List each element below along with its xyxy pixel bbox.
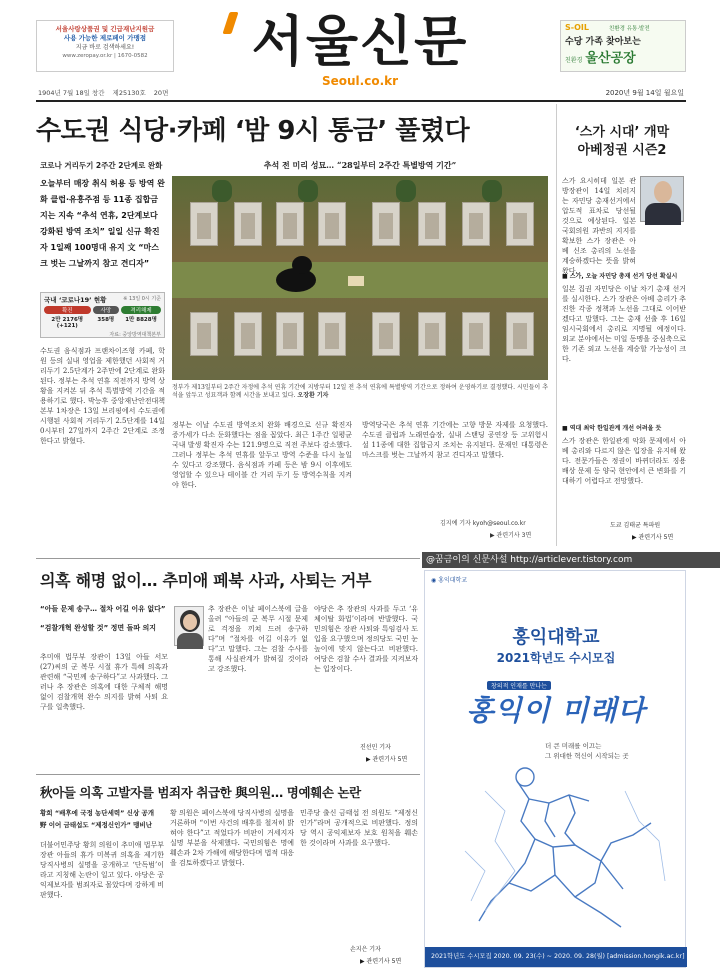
article2-body-2: 추 장관은 이날 페이스북에 글을 올려 “아들의 군 복무 시절 문제로 걱정을 끼쳐 드려 송구하다”며 “절차를 어길 이유가 없다”고 말했다. 그는 검찰 수사를 통해 사실관계가 밝혀질 것이라고 강조했다. bbox=[208, 605, 308, 673]
article2-credits: 진선민 기자 bbox=[360, 744, 391, 751]
covid-stats-title: 국내 ‘코로나19’ 현황 bbox=[44, 296, 107, 304]
offering-mat bbox=[348, 276, 364, 286]
side-headline-line2: 아베정권 시즌2 bbox=[577, 143, 667, 158]
founded-date: 1904년 7월 18일 창간 bbox=[38, 89, 105, 97]
side-body-mid: 일본 집권 자민당은 이날 차기 총재 선거를 실시한다. 스가 장관은 아베 총리가 추진한 각종 정책과 노선을 그대로 이어받겠다고 말했다. 그는 총재 선출 후 16일 임시국회에서 총리로 지명될 예정이다. 외교 분야에서는 미일 동맹을 중심축으로 한 기존 외교 노선을 계승할 가능성이 크다. bbox=[562, 285, 686, 363]
masthead-logo[interactable] bbox=[222, 10, 498, 92]
edition-pages: 20면 bbox=[153, 89, 169, 97]
grave bbox=[372, 312, 400, 356]
right-ad-row bbox=[565, 47, 681, 66]
article3-body-1: 더불어민주당 황희 의원이 추미애 법무부 장관 아들의 휴가 미복귀 의혹을 제기한 당직사병의 실명을 공개하고 ‘단독범’이라고 지칭해 논란이 일고 있다. 야당은 공익제보자를 범죄자로 몰았다며 강하게 비판했다. bbox=[40, 841, 164, 899]
side-bullet-2: ■ 역대 최악 한일관계 개선 어려울 듯 bbox=[562, 425, 662, 432]
stat-cell bbox=[93, 306, 120, 329]
hongik-ad-subtitle: 2021학년도 수시모집 bbox=[496, 651, 616, 665]
hongik-ad[interactable] bbox=[424, 570, 686, 968]
masthead-rule bbox=[36, 100, 686, 102]
side-related-link: 관련기사 5면 bbox=[638, 534, 674, 541]
portrait-suit bbox=[645, 203, 681, 225]
left-ad-line: 사용 가능한 제로페이 가맹점 bbox=[63, 34, 147, 42]
grave bbox=[276, 202, 304, 246]
stat-label: 격리해제 bbox=[121, 306, 161, 314]
side-headline[interactable] bbox=[562, 124, 682, 160]
grave bbox=[506, 312, 534, 356]
grave bbox=[372, 202, 400, 246]
left-ad-footer: www.zeropay.or.kr | 1670-0582 bbox=[62, 53, 148, 59]
lead-related[interactable]: ▶ 관련기사 3면 bbox=[490, 532, 532, 539]
lead-body-mid: 정부는 이날 수도권 방역조치 완화 배경으로 신규 확진자 증가세가 다소 둔화했다는 점을 꼽았다. 최근 1주간 일평균 국내 발생 확진자 수는 121.9명으로 직전 주보다 감소했다. 그러나 정부는 추석 연휴를 앞두고 방역 수준을 다시 높일 수 있다고 강조했다. 음식점과 카페 등은 밤 9시 이후에도 영업할 수 있으나 테이블 간 거리 두기 등 방역수칙을 지켜야 한다. bbox=[172, 421, 352, 489]
photo-caption-text: 정부가 제13일부터 2주간 자정에 추석 연휴 기간에 지방부터 12일 전 추석 연휴에 특별방역 기간으로 정하여 운영하기로 결정했다. 시민들이 추석을 앞두고 성묘객과 함께 시간을 보내고 있다. bbox=[172, 384, 548, 399]
side-body-top: 스가 요시히데 일본 관방장관이 14일 치러지는 자민당 총재선거에서 압도적 표차로 당선될 것으로 예상된다. 일본 국회의원 과반의 지지를 확보한 스가 장관은 아베 신조 총리의 노선을 계승하겠다는 뜻을 밝혀왔다. bbox=[562, 177, 636, 275]
lead-photo-caption-title: 추석 전 미리 성묘… “28일부터 2주간 특별방역 기간” bbox=[263, 160, 457, 170]
shrub bbox=[212, 180, 232, 202]
stat-value: 358명 bbox=[97, 317, 115, 323]
stat-cell bbox=[121, 306, 161, 329]
hongik-ad-tagline-small: 창의적 인재를 만나는 bbox=[487, 681, 551, 690]
runner-illustration bbox=[425, 751, 687, 951]
mourners-group bbox=[292, 256, 312, 274]
article3-body-3: 민주당 출신 금태섭 전 의원도 “제정신인가”라며 공개적으로 비판했다. 정의당 역시 공익제보자 보호 원칙을 훼손한 것이라며 사과를 요구했다. bbox=[300, 809, 418, 847]
covid-stats-note: ※ 13일 0시 기준 bbox=[123, 296, 161, 302]
side-bullet-1: ■ 스가, 오늘 자민당 총재 선거 당선 확실시 bbox=[562, 273, 678, 280]
article3-related[interactable]: ▶ 관련기사 5면 bbox=[360, 958, 402, 965]
lead-body-left: 수도권 음식점과 프랜차이즈형 카페, 학원 등의 실내 영업을 제한했던 사회적 거리두기 2.5단계가 2주만에 2단계로 완화된다. 정부는 추석 연휴 직전까지 방역 상황을 지켜본 뒤 추석 특별방역 기간을 적용하기로 했다. 박능후 중앙재난안전대책본부 1차장은 13일 브리핑에서 수도권에 시행된 사회적 거리두기 2.5단계를 14일 0시부터 27일까지 2주간 2단계로 조정한다고 밝혔다. bbox=[40, 347, 165, 445]
grave bbox=[190, 312, 218, 356]
article3-headline[interactable]: 秋아들 의혹 고발자를 범죄자 취급한 與의원… 명예훼손 논란 bbox=[40, 785, 361, 800]
grave bbox=[276, 312, 304, 356]
lead-credits: 김지예 기자 kyoh@seoul.co.kr bbox=[440, 520, 526, 527]
article2-body-1: 추미애 법무부 장관이 13일 아들 서모(27)씨의 군 복무 시절 휴가 특혜 의혹과 관련해 “국민께 송구하다”고 사과했다. 그러나 추 장관은 의혹에 대한 구체적 해명 없이 검찰개혁 완수 의지를 밝혀 사퇴 요구를 일축했다. bbox=[40, 653, 168, 711]
hongik-ad-subtext-2: 그 위대한 혁신이 시작되는 곳 bbox=[545, 752, 629, 760]
article2-headline[interactable]: 의혹 해명 없이… 추미애 페북 사과, 사퇴는 거부 bbox=[40, 571, 372, 590]
shrub bbox=[298, 180, 318, 202]
grave bbox=[462, 202, 490, 246]
masthead-title: 서울신문 bbox=[251, 10, 469, 73]
article3-body-2: 황 의원은 페이스북에 당직사병의 실명을 거론하며 “이번 사건의 배후를 철저히 밝혀야 한다”고 적었다가 비판이 거세지자 실명 부분을 삭제했다. 국민의힘은 명예훼손과 2차 가해에 해당한다며 법적 대응을 검토하겠다고 밝혔다. bbox=[170, 809, 294, 867]
shrub bbox=[482, 180, 502, 202]
right-banner-ad[interactable] bbox=[560, 20, 686, 72]
lead-photo-caption bbox=[172, 384, 548, 414]
masthead-url: Seoul.co.kr bbox=[321, 74, 399, 88]
covid-stats-header bbox=[44, 295, 161, 304]
stat-label: 사망 bbox=[93, 306, 120, 314]
covid-stats-source: 자료: 중앙방역대책본부 bbox=[109, 332, 161, 338]
hongik-ad-footer: 2021학년도 수시모집 2020. 09. 23(수) ~ 2020. 09. 28(월) [admission.hongik.ac.kr] bbox=[425, 947, 687, 967]
cemetery-photo[interactable] bbox=[172, 176, 548, 380]
grave bbox=[506, 202, 534, 246]
side-related[interactable]: ▶ 관련기사 5면 bbox=[632, 534, 674, 541]
stat-label: 확진 bbox=[44, 306, 91, 314]
grave bbox=[418, 312, 446, 356]
lead-related-link: 관련기사 3면 bbox=[496, 532, 532, 539]
grave bbox=[418, 202, 446, 246]
grave bbox=[234, 202, 262, 246]
hongik-ad-script: 홍익이 미래다 bbox=[466, 694, 646, 727]
article2-related-link: 관련기사 5면 bbox=[372, 756, 408, 763]
side-body-bottom: 스가 장관은 한일관계 악화 문제에서 아베 총리와 다르지 않은 입장을 유지해 왔다. 전문가들은 정권이 바뀌더라도 징용 배상 문제 등 양국 현안에서 큰 변화를 기대하기 어렵다고 전망했다. bbox=[562, 437, 686, 485]
masthead-meta bbox=[38, 88, 168, 97]
article2-related[interactable]: ▶ 관련기사 5면 bbox=[366, 756, 408, 763]
issue-number: 제25130호 bbox=[112, 89, 146, 97]
lead-body-right: 방역당국은 추석 연휴 기간에는 고향 방문 자제를 요청했다. 수도권 클럽과 노래연습장, 실내 스탠딩 공연장 등 고위험시설 11종에 대한 집합금지 조치는 유지된다. 문재인 대통령은 마스크를 벗는 그날까지 참고 견디자고 말했다. bbox=[362, 421, 548, 459]
right-ad-sub: 친환경 bbox=[565, 57, 583, 64]
stat-cell bbox=[44, 306, 91, 329]
grave bbox=[318, 312, 346, 356]
soil-logo: S-OIL bbox=[565, 23, 589, 32]
right-ad-headline2: 울산공장 bbox=[585, 51, 636, 66]
portrait-face bbox=[183, 614, 197, 630]
chu-portrait bbox=[174, 606, 204, 646]
hongik-logo-text: 홍익대학교 bbox=[438, 577, 468, 584]
right-ad-headline: 수당 가족 찾아보는 bbox=[565, 37, 641, 47]
left-banner-ad[interactable] bbox=[36, 20, 174, 72]
hongik-ad-subtext-1: 더 큰 미래를 이끄는 bbox=[545, 742, 602, 750]
article2-quote-1: “아들 문제 송구… 절차 어길 이유 없다” bbox=[40, 605, 166, 613]
photo-credit: 오장환 기자 bbox=[297, 392, 329, 399]
portrait-suit bbox=[177, 633, 203, 649]
hongik-ad-logo: ◉ 홍익대학교 bbox=[431, 577, 468, 584]
grave bbox=[234, 312, 262, 356]
side-headline-line1: ‘스가 시대’ 개막 bbox=[574, 125, 670, 140]
article2-body-3: 야당은 추 장관의 사과를 두고 ‘유체이탈 화법’이라며 반발했다. 국민의힘은 장관 사퇴와 특임검사 도입을 요구했으며 정의당도 국민 눈높이에 맞지 않는다고 비판했다. 여당은 검찰 수사 결과를 지켜보자는 입장이다. bbox=[314, 605, 418, 673]
side-credits: 도쿄 김태균 특파원 bbox=[610, 522, 661, 529]
article3-sub-2: 野 이어 금태섭도 “제정신인가” 맹비난 bbox=[40, 821, 153, 829]
hongik-ad-title: 홍익대학교 bbox=[512, 627, 600, 648]
lead-headline[interactable]: 수도권 식당·카페 ‘밤 9시 통금’ 풀렸다 bbox=[36, 116, 470, 146]
grave bbox=[318, 202, 346, 246]
shrub bbox=[396, 180, 416, 202]
article3-sub-1: 황희 “배후에 국정 농단세력” 신상 공개 bbox=[40, 809, 155, 817]
section-rule bbox=[36, 774, 420, 775]
left-ad-line: 서울사랑상품권 및 긴급재난지원금 bbox=[55, 25, 155, 33]
covid-stats-box bbox=[40, 292, 165, 338]
article2-quotes bbox=[40, 604, 168, 634]
section-rule bbox=[36, 558, 420, 559]
stat-value: 2만 2176명(+121) bbox=[51, 317, 84, 329]
suga-portrait bbox=[640, 176, 684, 222]
left-ad-line: 지금 바로 검색하세요! bbox=[75, 44, 135, 51]
issue-date: 2020년 9월 14일 월요일 bbox=[605, 89, 684, 97]
article3-subheads bbox=[40, 808, 164, 830]
grave bbox=[462, 312, 490, 356]
covid-stats-grid bbox=[44, 306, 161, 329]
stat-value: 1만 8828명 bbox=[125, 317, 157, 323]
grave bbox=[190, 202, 218, 246]
article2-quote-2: “검찰개혁 완성할 것” 정면 돌파 의지 bbox=[40, 624, 157, 632]
article3-credits: 손지은 기자 bbox=[350, 946, 381, 953]
article3-related-link: 관련기사 5면 bbox=[366, 958, 402, 965]
blog-watermark: @꿈금이의 신문사설 http://articlever.tistory.com bbox=[422, 552, 720, 568]
lead-intro: 오늘부터 매장 취식 허용 등 방역 완화 클럽·유흥주점 등 11종 집합금지는 지속 “추석 연휴, 2단계보다 강화된 방역 조치” 일일 신규 확진자 1일째 100명대 유지 文 “마스크 벗는 그날까지 참고 견디자” bbox=[40, 179, 165, 268]
lead-subhead: 코로나 거리두기 2주간 2단계로 완화 bbox=[40, 161, 163, 170]
portrait-head bbox=[654, 181, 672, 203]
right-ad-tag: 친환경 유통·발전 bbox=[609, 26, 650, 32]
